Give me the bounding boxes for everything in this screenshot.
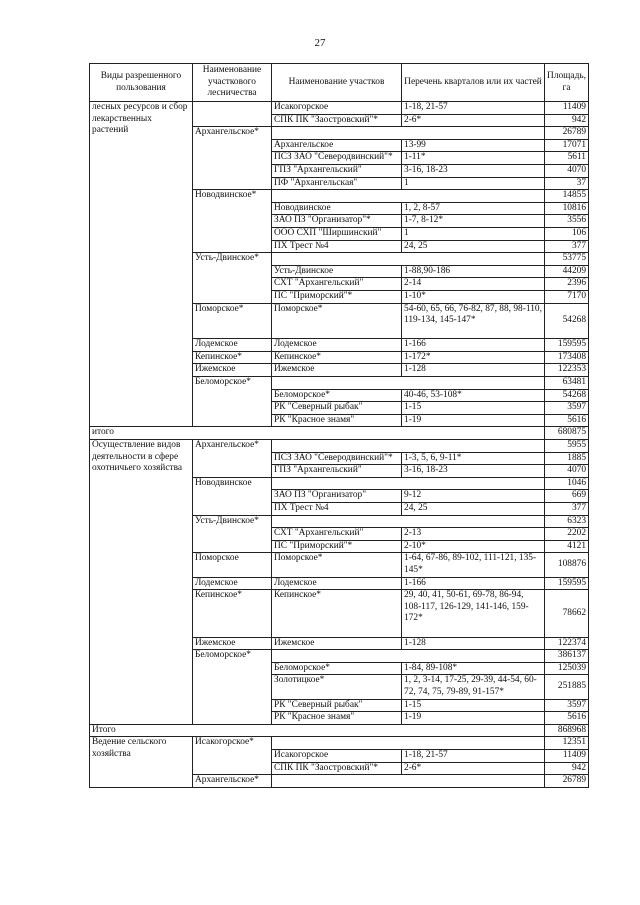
section-cell: ЗАО ПЗ "Организатор"* <box>272 215 402 228</box>
quarters-cell: 1-19 <box>402 712 545 725</box>
forestry-cell: Исакогорское* <box>193 737 272 775</box>
area-cell: 12351 <box>545 737 589 750</box>
section-cell: СХТ "Архангельский" <box>272 278 402 291</box>
quarters-cell: 54-60, 65, 66, 76-82, 87, 88, 98-110, 119-134, 145-147* <box>402 303 545 339</box>
empty-cell <box>272 377 545 390</box>
forestry-cell: Архангельское* <box>193 127 272 190</box>
empty-cell <box>272 477 545 490</box>
section-cell: Ижемское <box>272 364 402 377</box>
area-cell: 11409 <box>545 749 589 762</box>
quarters-cell: 1-19 <box>402 414 545 427</box>
area-cell: 5616 <box>545 712 589 725</box>
section-cell: ПХ Трест №4 <box>272 503 402 516</box>
quarters-cell: 1-166 <box>402 339 545 352</box>
forestry-cell: Новодвинское <box>193 477 272 515</box>
empty-cell <box>272 190 545 203</box>
total-label: итого <box>90 427 545 440</box>
section-cell: Кепинское* <box>272 590 402 637</box>
area-cell: 669 <box>545 490 589 503</box>
empty-cell <box>272 515 545 528</box>
quarters-cell: 1-84, 89-108* <box>402 662 545 675</box>
area-cell: 26789 <box>545 775 589 788</box>
section-cell: Поморское* <box>272 553 402 577</box>
area-cell: 1046 <box>545 477 589 490</box>
table-row <box>90 102 589 115</box>
total-area: 868968 <box>545 724 589 737</box>
forestry-cell: Ижемское <box>193 364 272 377</box>
header-section: Наименование участков <box>272 64 402 102</box>
section-cell: ПС "Приморский"* <box>272 540 402 553</box>
area-cell: 942 <box>545 114 589 127</box>
forestry-cell: Архангельское* <box>193 440 272 478</box>
empty-cell <box>272 253 545 266</box>
area-cell: 5616 <box>545 414 589 427</box>
section-cell: Беломорское* <box>272 662 402 675</box>
quarters-cell: 1-15 <box>402 699 545 712</box>
section-cell: Беломорское* <box>272 389 402 402</box>
forestry-cell: Ижемское <box>193 637 272 650</box>
section-cell: Золотицкое* <box>272 675 402 699</box>
quarters-cell: 1, 2, 8-57 <box>402 202 545 215</box>
area-cell: 4070 <box>545 465 589 478</box>
section-cell: РК "Северный рыбак" <box>272 699 402 712</box>
forestry-cell: Лодемское <box>193 339 272 352</box>
total-row <box>90 427 589 440</box>
table-header-row <box>90 64 589 102</box>
section-cell: Новодвинское <box>272 202 402 215</box>
section-cell: ГПЗ "Архангельский" <box>272 465 402 478</box>
section-cell: Поморское* <box>272 303 402 339</box>
area-cell: 2396 <box>545 278 589 291</box>
empty-cell <box>272 440 545 453</box>
empty-cell <box>272 650 545 663</box>
quarters-cell: 3-16, 18-23 <box>402 465 545 478</box>
quarters-cell: 24, 25 <box>402 240 545 253</box>
quarters-cell: 1-128 <box>402 637 545 650</box>
quarters-cell: 1-15 <box>402 402 545 415</box>
section-cell: РК "Северный рыбак" <box>272 402 402 415</box>
forestry-cell <box>193 102 272 127</box>
section-cell: Архангельское <box>272 139 402 152</box>
quarters-cell: 1, 2, 3-14, 17-25, 29-39, 44-54, 60-72, 74, 75, 79-89, 91-157* <box>402 675 545 699</box>
forestry-cell: Кепинское* <box>193 351 272 364</box>
page-number: 27 <box>314 37 326 49</box>
empty-cell <box>272 127 545 140</box>
area-cell: 251885 <box>545 675 589 699</box>
area-cell: 159595 <box>545 577 589 590</box>
section-cell: ПСЗ ЗАО "Северодвинский"* <box>272 452 402 465</box>
section-cell: Лодемское <box>272 339 402 352</box>
empty-cell <box>272 775 545 788</box>
section-cell: ГПЗ "Архангельский" <box>272 164 402 177</box>
area-cell: 26789 <box>545 127 589 140</box>
quarters-cell: 2-13 <box>402 528 545 541</box>
quarters-cell: 1-18, 21-57 <box>402 749 545 762</box>
total-row <box>90 724 589 737</box>
quarters-cell: 1-18, 21-57 <box>402 102 545 115</box>
quarters-cell: 24, 25 <box>402 503 545 516</box>
area-cell: 37 <box>545 177 589 190</box>
quarters-cell: 1-172* <box>402 351 545 364</box>
header-area: Площадь, га <box>545 64 589 102</box>
area-cell: 377 <box>545 503 589 516</box>
area-cell: 386137 <box>545 650 589 663</box>
quarters-cell: 1-88,90-186 <box>402 265 545 278</box>
quarters-cell: 2-10* <box>402 540 545 553</box>
section-cell: Кепинское* <box>272 351 402 364</box>
quarters-cell: 13-99 <box>402 139 545 152</box>
table-row <box>90 737 589 750</box>
area-cell: 44209 <box>545 265 589 278</box>
quarters-cell: 3-16, 18-23 <box>402 164 545 177</box>
forestry-cell: Лодемское <box>193 577 272 590</box>
table-row <box>90 440 589 453</box>
area-cell: 1885 <box>545 452 589 465</box>
area-cell: 5955 <box>545 440 589 453</box>
forestry-cell: Беломорское* <box>193 650 272 725</box>
area-cell: 54268 <box>545 303 589 339</box>
total-area: 680875 <box>545 427 589 440</box>
forestry-cell: Поморское <box>193 553 272 577</box>
area-cell: 54268 <box>545 389 589 402</box>
section-cell: ЗАО ПЗ "Организатор" <box>272 490 402 503</box>
quarters-cell: 29, 40, 41, 50-61, 69-78, 86-94, 108-117, 126-129, 141-146, 159-172* <box>402 590 545 637</box>
area-cell: 108876 <box>545 553 589 577</box>
empty-cell <box>272 737 545 750</box>
area-cell: 106 <box>545 227 589 240</box>
section-cell: Исакогорское <box>272 749 402 762</box>
quarters-cell: 1-11* <box>402 152 545 165</box>
use-type-cell: Осуществление видов деятельности в сфере охотничьего хозяйства <box>90 440 193 725</box>
quarters-cell: 1-166 <box>402 577 545 590</box>
section-cell: Ижемское <box>272 637 402 650</box>
section-cell: Усть-Двинское <box>272 265 402 278</box>
forestry-cell: Архангельское* <box>193 775 272 788</box>
forestry-cell: Новодвинское* <box>193 190 272 253</box>
section-cell: СПК ПК "Заостровский"* <box>272 114 402 127</box>
area-cell: 78662 <box>545 590 589 637</box>
area-cell: 4070 <box>545 164 589 177</box>
forestry-cell: Кепинское* <box>193 590 272 637</box>
section-cell: СХТ "Архангельский" <box>272 528 402 541</box>
area-cell: 4121 <box>545 540 589 553</box>
quarters-cell: 40-46, 53-108* <box>402 389 545 402</box>
area-cell: 6323 <box>545 515 589 528</box>
forestry-cell: Усть-Двинское* <box>193 515 272 553</box>
quarters-cell: 1 <box>402 227 545 240</box>
area-cell: 125039 <box>545 662 589 675</box>
area-cell: 53775 <box>545 253 589 266</box>
header-use-type: Виды разрешенного пользования <box>90 64 193 102</box>
quarters-cell: 9-12 <box>402 490 545 503</box>
area-cell: 122353 <box>545 364 589 377</box>
area-cell: 3597 <box>545 402 589 415</box>
section-cell: ПФ "Архангельская" <box>272 177 402 190</box>
section-cell: Исакогорское <box>272 102 402 115</box>
area-cell: 173408 <box>545 351 589 364</box>
quarters-cell: 1-7, 8-12* <box>402 215 545 228</box>
area-cell: 159595 <box>545 339 589 352</box>
area-cell: 2202 <box>545 528 589 541</box>
forestry-cell: Беломорское* <box>193 377 272 427</box>
area-cell: 63481 <box>545 377 589 390</box>
area-cell: 11409 <box>545 102 589 115</box>
quarters-cell: 2-6* <box>402 114 545 127</box>
area-cell: 14855 <box>545 190 589 203</box>
forestry-cell: Поморское* <box>193 303 272 339</box>
use-type-cell: лесных ресурсов и сбор лекарственных растений <box>90 102 193 427</box>
area-cell: 942 <box>545 762 589 775</box>
quarters-cell: 1-10* <box>402 290 545 303</box>
section-cell: РК "Красное знамя" <box>272 712 402 725</box>
quarters-cell: 1-128 <box>402 364 545 377</box>
forest-use-table <box>89 63 589 788</box>
area-cell: 3556 <box>545 215 589 228</box>
section-cell: ПС "Приморский"* <box>272 290 402 303</box>
area-cell: 17071 <box>545 139 589 152</box>
area-cell: 122374 <box>545 637 589 650</box>
quarters-cell: 1-64, 67-86, 89-102, 111-121, 135-145* <box>402 553 545 577</box>
area-cell: 10816 <box>545 202 589 215</box>
section-cell: ПСЗ ЗАО "Северодвинский"* <box>272 152 402 165</box>
total-label: Итого <box>90 724 545 737</box>
header-forestry: Наименование участкового лесничества <box>193 64 272 102</box>
section-cell: Лодемское <box>272 577 402 590</box>
section-cell: ПХ Трест №4 <box>272 240 402 253</box>
area-cell: 3597 <box>545 699 589 712</box>
area-cell: 7170 <box>545 290 589 303</box>
section-cell: РК "Красное знамя" <box>272 414 402 427</box>
area-cell: 377 <box>545 240 589 253</box>
section-cell: СПК ПК "Заостровский"* <box>272 762 402 775</box>
quarters-cell: 1-3, 5, 6, 9-11* <box>402 452 545 465</box>
forestry-cell: Усть-Двинское* <box>193 253 272 303</box>
area-cell: 5611 <box>545 152 589 165</box>
use-type-cell: Ведение сельского хозяйства <box>90 737 193 787</box>
quarters-cell: 2-14 <box>402 278 545 291</box>
quarters-cell: 2-6* <box>402 762 545 775</box>
section-cell: ООО СХП "Ширшинский" <box>272 227 402 240</box>
header-quarters: Перечень кварталов или их частей <box>402 64 545 102</box>
quarters-cell: 1 <box>402 177 545 190</box>
